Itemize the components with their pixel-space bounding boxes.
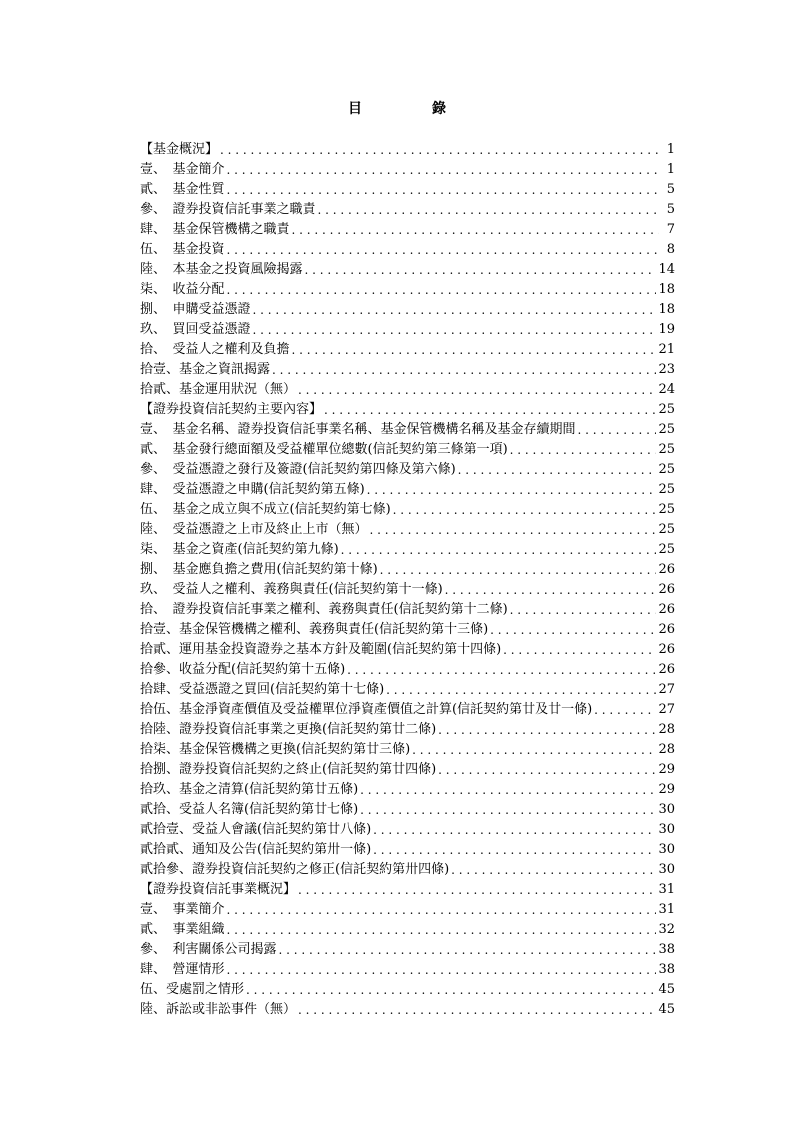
toc-entry-label: 貳、 事業組織: [140, 922, 225, 937]
toc-entry-label: 拾伍、基金淨資產價值及受益權單位淨資產價值之計算(信託契約第廿及廿一條): [140, 702, 593, 717]
toc-entry-page-number: 26: [658, 582, 675, 597]
toc-entry-label: 拾捌、證券投資信託契約之終止(信託契約第廿四條): [140, 762, 437, 777]
toc-entry-label: 貳、 基金發行總面額及受益權單位總數(信託契約第三條第一項): [140, 442, 508, 457]
toc-entry-page-number: 30: [658, 802, 675, 817]
toc-entry-page-number: 7: [666, 222, 675, 237]
toc-entry-page-number: 1: [666, 142, 675, 157]
dot-leader: [272, 360, 656, 380]
table-of-contents: [140, 140, 675, 1020]
dot-leader: [298, 1000, 656, 1020]
toc-entry-label: 壹、 事業簡介: [140, 902, 225, 917]
toc-entry-label: 貳、 基金性質: [140, 182, 225, 197]
dot-leader: [393, 500, 657, 520]
dot-leader: [227, 180, 659, 200]
toc-entry[interactable]: [140, 620, 675, 640]
toc-entry-page-number: 31: [658, 902, 675, 917]
toc-entry-page-number: 18: [658, 302, 675, 317]
toc-entry-label: 參、 利害關係公司揭露: [140, 942, 277, 957]
toc-entry-label: 拾貳、基金運用狀況（無）: [140, 382, 297, 397]
toc-entry-page-number: 30: [658, 862, 675, 877]
toc-entry-label: 拾參、收益分配(信託契約第十五條): [140, 662, 346, 677]
toc-entry-label: 伍、受處罰之情形: [140, 982, 245, 997]
toc-entry-page-number: 45: [658, 1002, 675, 1017]
toc-entry-label: 壹、 基金簡介: [140, 162, 225, 177]
toc-entry[interactable]: [140, 440, 675, 460]
toc-entry-page-number: 25: [658, 502, 675, 517]
toc-entry-page-number: 25: [658, 522, 675, 537]
toc-entry-label: 玖、 買回受益憑證: [140, 322, 251, 337]
toc-entry-page-number: 29: [658, 762, 675, 777]
toc-entry[interactable]: [140, 520, 675, 540]
dot-leader: [451, 860, 656, 880]
toc-entry-page-number: 5: [666, 202, 675, 217]
toc-entry[interactable]: [140, 820, 675, 840]
toc-entry[interactable]: [140, 800, 675, 820]
toc-entry-page-number: 18: [658, 282, 675, 297]
toc-entry-page-number: 45: [658, 982, 675, 997]
dot-leader: [298, 880, 656, 900]
toc-entry-page-number: 30: [658, 822, 675, 837]
dot-leader: [227, 920, 657, 940]
toc-entry[interactable]: [140, 540, 675, 560]
toc-entry[interactable]: [140, 320, 675, 340]
dot-leader: [292, 220, 659, 240]
toc-entry-page-number: 31: [658, 882, 675, 897]
toc-entry-page-number: 26: [658, 662, 675, 677]
toc-entry-label: 【證券投資信託契約主要內容】: [140, 402, 323, 417]
toc-entry-label: 壹、 基金名稱、證券投資信託事業名稱、基金保管機構名稱及基金存續期間: [140, 422, 576, 437]
toc-entry-label: 參、 受益憑證之發行及簽證(信託契約第四條及第六條): [140, 462, 456, 477]
toc-entry-page-number: 5: [666, 182, 675, 197]
dot-leader: [227, 160, 659, 180]
toc-entry-page-number: 30: [658, 842, 675, 857]
toc-entry-page-number: 27: [658, 702, 675, 717]
toc-entry[interactable]: [140, 940, 675, 960]
toc-entry[interactable]: [140, 360, 675, 380]
toc-entry[interactable]: [140, 780, 675, 800]
toc-entry-label: 拾壹、基金保管機構之權利、義務與責任(信託契約第十三條): [140, 622, 489, 637]
toc-entry-page-number: 25: [658, 422, 675, 437]
dot-leader: [227, 900, 657, 920]
dot-leader: [373, 820, 656, 840]
dot-leader: [412, 740, 656, 760]
toc-entry[interactable]: [140, 300, 675, 320]
dot-leader: [445, 580, 657, 600]
dot-leader: [279, 940, 657, 960]
dot-leader: [324, 400, 656, 420]
toc-entry-page-number: 38: [658, 962, 675, 977]
dot-leader: [253, 300, 657, 320]
toc-entry-label: 拾陸、證券投資信託事業之更換(信託契約第廿二條): [140, 722, 437, 737]
toc-entry-label: 拾壹、基金之資訊揭露: [140, 362, 271, 377]
dot-leader: [503, 640, 656, 660]
toc-entry-label: 拾玖、基金之清算(信託契約第廿五條): [140, 782, 359, 797]
toc-entry[interactable]: [140, 920, 675, 940]
toc-entry-page-number: 26: [658, 562, 675, 577]
toc-entry[interactable]: [140, 460, 675, 480]
toc-entry-label: 貳拾貳、通知及公告(信託契約第卅一條): [140, 842, 372, 857]
toc-entry[interactable]: [140, 980, 675, 1000]
toc-entry-page-number: 25: [658, 462, 675, 477]
toc-entry-page-number: 27: [658, 682, 675, 697]
dot-leader: [360, 780, 656, 800]
dot-leader: [510, 600, 657, 620]
toc-entry-label: 柒、 基金之資產(信託契約第九條): [140, 542, 339, 557]
toc-entry[interactable]: [140, 480, 675, 500]
toc-entry[interactable]: [140, 420, 675, 440]
dot-leader: [438, 760, 656, 780]
toc-entry-label: 拾肆、受益憑證之買回(信託契約第十七條): [140, 682, 385, 697]
toc-entry[interactable]: [140, 160, 675, 180]
toc-entry-label: 貳拾壹、受益人會議(信託契約第廿八條): [140, 822, 372, 837]
toc-entry[interactable]: [140, 700, 675, 720]
dot-leader: [360, 800, 656, 820]
dot-leader: [386, 680, 656, 700]
dot-leader: [458, 460, 657, 480]
toc-entry-label: 捌、 申購受益憑證: [140, 302, 251, 317]
dot-leader: [438, 720, 656, 740]
toc-entry-label: 拾貳、運用基金投資證券之基本方針及範圍(信託契約第十四條): [140, 642, 502, 657]
toc-entry-page-number: 28: [658, 722, 675, 737]
toc-entry-label: 拾、 證券投資信託事業之權利、義務與責任(信託契約第十二條): [140, 602, 508, 617]
toc-entry[interactable]: [140, 960, 675, 980]
dot-leader: [594, 700, 656, 720]
toc-entry[interactable]: [140, 1000, 675, 1020]
toc-entry[interactable]: [140, 860, 675, 880]
toc-entry-page-number: 38: [658, 942, 675, 957]
dot-leader: [380, 560, 657, 580]
toc-entry-page-number: 25: [658, 542, 675, 557]
toc-entry[interactable]: [140, 580, 675, 600]
dot-leader: [367, 480, 657, 500]
dot-leader: [347, 660, 656, 680]
dot-leader: [370, 520, 657, 540]
toc-entry[interactable]: [140, 680, 675, 700]
toc-entry-page-number: 26: [658, 602, 675, 617]
toc-entry[interactable]: [140, 140, 675, 160]
toc-entry[interactable]: [140, 720, 675, 740]
toc-entry-label: 陸、 受益憑證之上市及終止上市（無）: [140, 522, 368, 537]
toc-entry-page-number: 28: [658, 742, 675, 757]
toc-entry-page-number: 8: [666, 242, 675, 257]
toc-entry[interactable]: [140, 500, 675, 520]
toc-entry-label: 貳拾參、證券投資信託契約之修正(信託契約第卅四條): [140, 862, 450, 877]
toc-entry[interactable]: [140, 600, 675, 620]
toc-entry[interactable]: [140, 260, 675, 280]
toc-entry-label: 伍、 基金之成立與不成立(信託契約第七條): [140, 502, 391, 517]
dot-leader: [227, 280, 657, 300]
toc-entry-page-number: 25: [658, 442, 675, 457]
toc-entry-page-number: 32: [658, 922, 675, 937]
dot-leader: [341, 540, 657, 560]
toc-entry-label: 參、 證券投資信託事業之職責: [140, 202, 316, 217]
toc-entry-label: 肆、 基金保管機構之職責: [140, 222, 290, 237]
dot-leader: [246, 980, 656, 1000]
dot-leader: [227, 240, 659, 260]
toc-entry-label: 拾、 受益人之權利及負擔: [140, 342, 290, 357]
toc-entry-label: 拾柒、基金保管機構之更換(信託契約第廿三條): [140, 742, 411, 757]
toc-entry[interactable]: [140, 400, 675, 420]
dot-leader: [220, 140, 659, 160]
dot-leader: [292, 340, 657, 360]
toc-entry-page-number: 26: [658, 622, 675, 637]
toc-entry[interactable]: [140, 380, 675, 400]
toc-entry[interactable]: [140, 340, 675, 360]
dot-leader: [318, 200, 659, 220]
toc-entry-page-number: 24: [658, 382, 675, 397]
toc-entry[interactable]: [140, 880, 675, 900]
dot-leader: [253, 320, 657, 340]
toc-entry-label: 陸、訴訟或非訟事件（無）: [140, 1002, 297, 1017]
toc-entry-label: 捌、 基金應負擔之費用(信託契約第十條): [140, 562, 378, 577]
toc-entry-page-number: 25: [658, 482, 675, 497]
toc-entry-label: 玖、 受益人之權利、義務與責任(信託契約第十一條): [140, 582, 443, 597]
toc-entry-page-number: 19: [658, 322, 675, 337]
toc-entry[interactable]: [140, 660, 675, 680]
toc-entry-page-number: 21: [658, 342, 675, 357]
dot-leader: [490, 620, 656, 640]
toc-entry-page-number: 26: [658, 642, 675, 657]
toc-entry[interactable]: [140, 220, 675, 240]
toc-entry[interactable]: [140, 760, 675, 780]
toc-entry[interactable]: [140, 900, 675, 920]
toc-entry[interactable]: [140, 560, 675, 580]
toc-entry-label: 陸、 本基金之投資風險揭露: [140, 262, 303, 277]
dot-leader: [227, 960, 657, 980]
toc-entry[interactable]: [140, 180, 675, 200]
dot-leader: [305, 260, 657, 280]
toc-entry-label: 貳拾、受益人名簿(信託契約第廿七條): [140, 802, 359, 817]
toc-entry-label: 肆、 受益憑證之申購(信託契約第五條): [140, 482, 365, 497]
toc-entry[interactable]: [140, 280, 675, 300]
toc-entry-page-number: 25: [658, 402, 675, 417]
toc-entry-page-number: 14: [658, 262, 675, 277]
dot-leader: [373, 840, 656, 860]
toc-entry[interactable]: [140, 200, 675, 220]
toc-title: 目 錄: [348, 101, 474, 117]
toc-entry-page-number: 23: [658, 362, 675, 377]
dot-leader: [510, 440, 657, 460]
toc-entry[interactable]: [140, 840, 675, 860]
toc-entry[interactable]: [140, 640, 675, 660]
toc-entry-page-number: 29: [658, 782, 675, 797]
dot-leader: [578, 420, 657, 440]
toc-entry-page-number: 1: [666, 162, 675, 177]
toc-entry-label: 【基金概況】: [140, 142, 219, 157]
toc-entry[interactable]: [140, 740, 675, 760]
toc-entry[interactable]: [140, 240, 675, 260]
toc-entry-label: 伍、 基金投資: [140, 242, 225, 257]
toc-entry-label: 柒、 收益分配: [140, 282, 225, 297]
toc-entry-label: 肆、 營運情形: [140, 962, 225, 977]
dot-leader: [298, 380, 656, 400]
toc-entry-label: 【證券投資信託事業概況】: [140, 882, 297, 897]
